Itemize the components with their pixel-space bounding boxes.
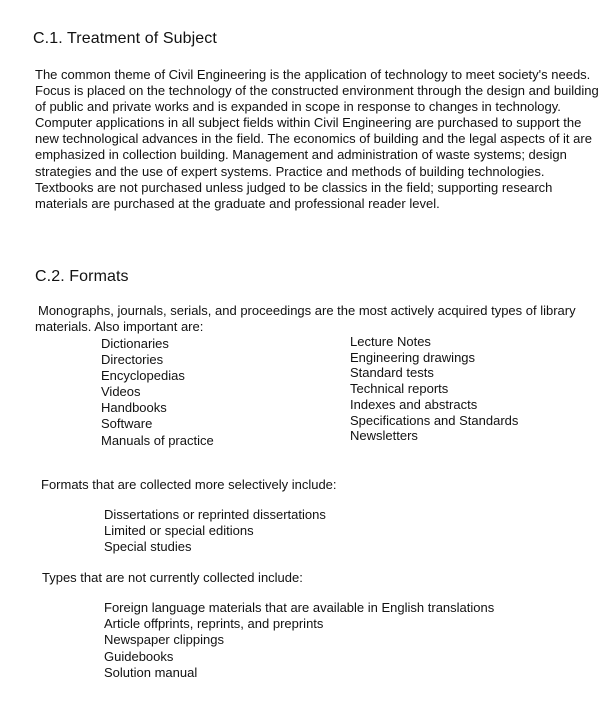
paragraph-line: Monographs, journals, serials, and proceedings are the most actively acquired types of library (38, 303, 576, 318)
formats-intro (35, 303, 576, 335)
section-c1-paragraph (35, 67, 599, 212)
list-item: Article offprints, reprints, and preprints (104, 616, 324, 632)
list-item: Standard tests (350, 365, 434, 381)
paragraph-line: Textbooks are not purchased unless judged to be classics in the field; supporting research (35, 179, 553, 195)
list-item: Guidebooks (104, 648, 174, 664)
paragraph-line: Computer applications in all subject fields within Civil Engineering are purchased to support the (35, 115, 582, 131)
list-item: Videos (101, 384, 141, 400)
paragraph-line: strategies and the use of expert systems. Practice and methods of building technologies. (35, 163, 545, 179)
paragraph-line: emphasized in collection building. Management and administration of waste systems; design (35, 147, 567, 163)
section-c1-heading: C.1. Treatment of Subject (33, 30, 217, 47)
paragraph-line: materials. Also important are: (35, 319, 204, 335)
selective-formats-list (104, 507, 326, 555)
paragraph-line: of public and private works and is expanded in scope in response to changes in technology. (35, 99, 561, 115)
not-collected-intro: Types that are not currently collected include: (42, 570, 303, 585)
important-formats-left-list (101, 336, 214, 449)
list-item: Handbooks (101, 400, 167, 416)
paragraph-line: new technological advances in the field. The economics of building and the legal aspects of it are (35, 131, 592, 147)
list-item: Indexes and abstracts (350, 396, 478, 412)
list-item: Dictionaries (101, 336, 169, 351)
list-item: Newsletters (350, 428, 418, 444)
list-item: Lecture Notes (350, 334, 431, 349)
important-formats-right-list (350, 334, 518, 444)
list-item: Engineering drawings (350, 349, 476, 365)
list-item: Newspaper clippings (104, 632, 224, 648)
list-item: Dissertations or reprinted dissertations (104, 507, 326, 522)
section-c2-heading: C.2. Formats (35, 268, 129, 285)
list-item: Directories (101, 352, 164, 368)
list-item: Encyclopedias (101, 368, 185, 384)
selective-formats-intro: Formats that are collected more selectively include: (41, 477, 337, 492)
list-item: Specifications and Standards (350, 412, 519, 428)
list-item: Software (101, 416, 153, 432)
list-item: Limited or special editions (104, 523, 254, 538)
list-item: Foreign language materials that are available in English translations (104, 600, 495, 615)
paragraph-line: materials are purchased at the graduate and professional reader level. (35, 195, 440, 211)
list-item: Technical reports (350, 381, 449, 397)
paragraph-line: Focus is placed on the technology of the constructed environment through the design and building (35, 83, 599, 99)
list-item: Manuals of practice (101, 432, 214, 448)
list-item: Solution manual (104, 664, 198, 680)
list-item: Special studies (104, 539, 192, 554)
paragraph-line: The common theme of Civil Engineering is the application of technology to meet society's needs. (35, 67, 591, 82)
not-collected-list (104, 600, 494, 681)
